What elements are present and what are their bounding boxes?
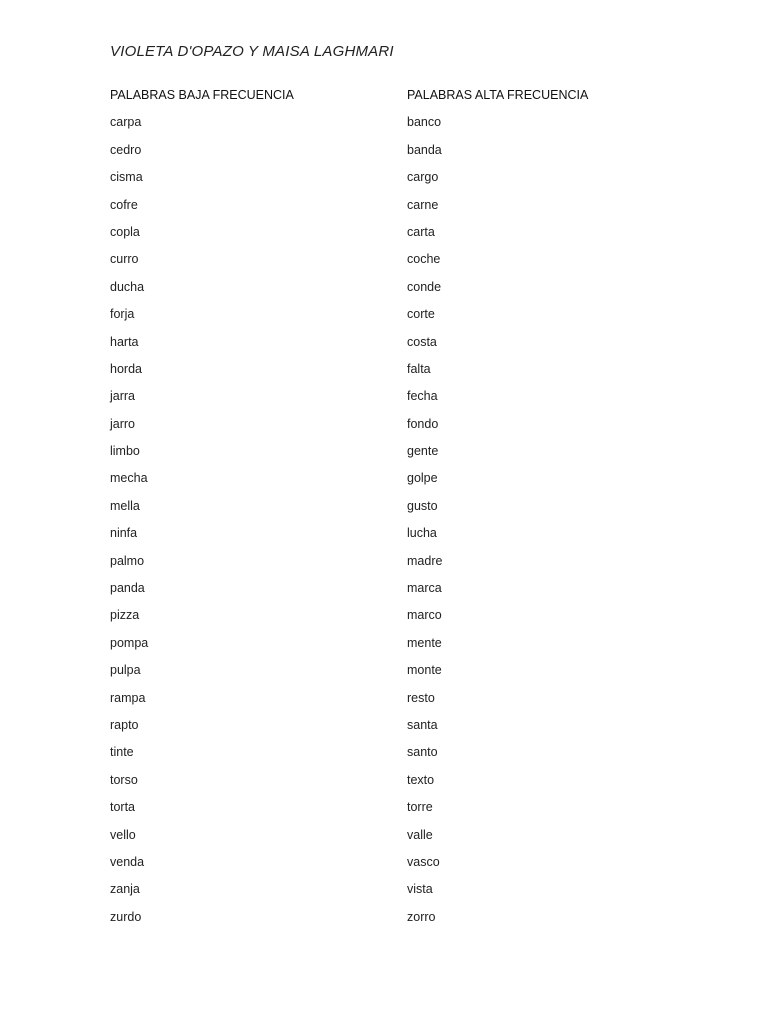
word-item: mella — [110, 498, 140, 513]
word-item: cedro — [110, 142, 142, 157]
word-item: venda — [110, 854, 145, 869]
word-item: fondo — [407, 416, 439, 431]
word-item: carne — [407, 197, 439, 212]
low-frequency-word-list — [110, 113, 294, 935]
word-item: pizza — [110, 608, 140, 623]
low-frequency-column — [110, 86, 294, 935]
word-item: resto — [407, 690, 435, 705]
word-item: coche — [407, 252, 441, 267]
word-item: jarra — [110, 389, 136, 404]
word-item: vista — [407, 882, 433, 897]
word-item: carpa — [110, 115, 142, 130]
word-item: ninfa — [110, 526, 138, 541]
word-item: conde — [407, 279, 442, 294]
word-item: zurdo — [110, 909, 142, 924]
word-item: mente — [407, 635, 442, 650]
word-item: mecha — [110, 471, 148, 486]
word-item: fecha — [407, 389, 438, 404]
word-item: marca — [407, 581, 442, 596]
word-item: gusto — [407, 498, 438, 513]
word-item: zanja — [110, 882, 140, 897]
word-item: golpe — [407, 471, 438, 486]
word-item: horda — [110, 361, 142, 376]
word-item: rampa — [110, 690, 146, 705]
document-title: VIOLETA D'OPAZO Y MAISA LAGHMARI — [110, 43, 394, 60]
word-item: panda — [110, 581, 145, 596]
word-item: torso — [110, 772, 138, 787]
word-item: cisma — [110, 170, 143, 185]
word-item: costa — [407, 334, 437, 349]
word-item: jarro — [110, 416, 136, 431]
word-item: torre — [407, 800, 433, 815]
word-item: lucha — [407, 526, 437, 541]
word-item: madre — [407, 553, 443, 568]
word-item: torta — [110, 800, 136, 815]
word-item: harta — [110, 334, 139, 349]
word-item: santa — [407, 717, 438, 732]
word-item: cargo — [407, 170, 439, 185]
word-item: vello — [110, 827, 136, 842]
word-item: carta — [407, 224, 435, 239]
word-item: palmo — [110, 553, 145, 568]
word-item: pulpa — [110, 663, 141, 678]
word-item: vasco — [407, 854, 440, 869]
word-item: limbo — [110, 444, 140, 459]
word-item: curro — [110, 252, 139, 267]
word-item: monte — [407, 663, 442, 678]
word-item: pompa — [110, 635, 149, 650]
high-frequency-column — [407, 86, 588, 935]
word-item: forja — [110, 307, 135, 322]
low-frequency-header: PALABRAS BAJA FRECUENCIA — [110, 88, 294, 102]
word-item: copla — [110, 224, 140, 239]
word-item: texto — [407, 772, 435, 787]
word-item: corte — [407, 307, 435, 322]
word-item: rapto — [110, 717, 139, 732]
word-item: gente — [407, 444, 439, 459]
word-item: banda — [407, 142, 442, 157]
word-item: zorro — [407, 909, 436, 924]
word-item: santo — [407, 745, 438, 760]
high-frequency-word-list — [407, 113, 588, 935]
word-item: tinte — [110, 745, 134, 760]
word-item: ducha — [110, 279, 145, 294]
word-item: marco — [407, 608, 442, 623]
word-item: banco — [407, 115, 442, 130]
high-frequency-header: PALABRAS ALTA FRECUENCIA — [407, 88, 589, 102]
word-item: falta — [407, 361, 431, 376]
word-item: cofre — [110, 197, 138, 212]
word-item: valle — [407, 827, 433, 842]
